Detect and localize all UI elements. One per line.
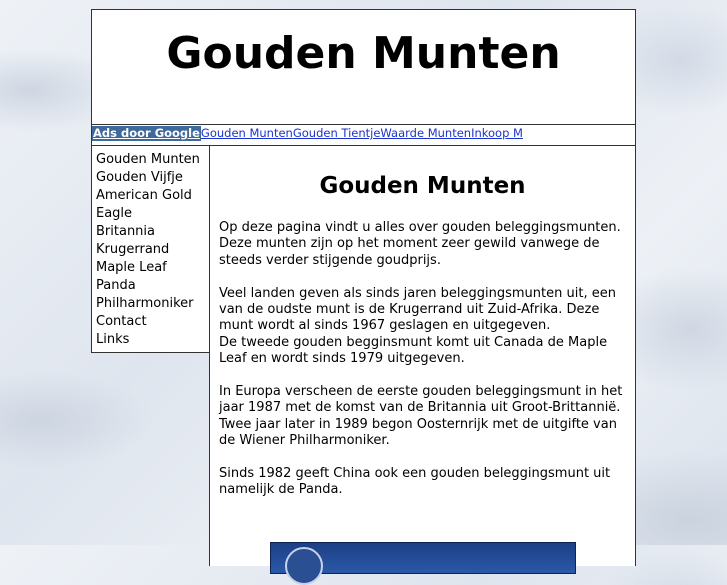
ad-link-gouden-tientje[interactable]: Gouden Tientje	[292, 126, 381, 140]
content-title: Gouden Munten	[319, 173, 526, 199]
sidebar-item-philharmoniker[interactable]: Philharmoniker	[96, 296, 194, 311]
site-title: Gouden Munten	[166, 28, 561, 79]
sidebar-menu	[92, 146, 209, 349]
ad-link-bar	[91, 124, 636, 146]
ad-link-waarde-munten[interactable]: Waarde Munten	[380, 126, 472, 140]
intro-paragraph: Op deze pagina vindt u alles over gouden beleggingsmunten. Deze munten zijn op het moment zeer gewild vanwege de steeds verder stijgende goudprijs.	[219, 220, 621, 268]
maple-leaf-paragraph: De tweede gouden begginsmunt komt uit Canada de Maple Leaf en wordt sinds 1979 uitgegeven.	[219, 334, 608, 367]
sidebar-nav	[91, 146, 210, 353]
coin-seal-icon	[285, 547, 323, 585]
krugerrand-paragraph: Veel landen geven als sinds jaren beleggingsmunten uit, een van de oudste munt is de Krugerrand uit Zuid-Afrika. Deze munt wordt al sinds 1967 geslagen en uitgegeven.	[219, 285, 616, 334]
sidebar-item-gouden-vijfje[interactable]: Gouden Vijfje	[96, 170, 183, 185]
ad-banner[interactable]	[270, 542, 576, 574]
main-content	[209, 146, 636, 566]
sidebar-item-britannia[interactable]: Britannia	[96, 224, 155, 239]
ads-by-google-label[interactable]: Ads door Google	[93, 126, 200, 140]
article-body	[219, 220, 631, 515]
china-paragraph: Sinds 1982 geeft China ook een gouden beleggingsmunt uit namelijk de Panda.	[219, 466, 611, 498]
sidebar-item-panda[interactable]: Panda	[96, 278, 136, 293]
sidebar-item-links[interactable]: Links	[96, 332, 130, 347]
sidebar-item-krugerrand[interactable]: Krugerrand	[96, 242, 170, 257]
europe-paragraph: In Europa verscheen de eerste gouden beleggingsmunt in het jaar 1987 met de komst van de Britannia uit Groot-Brittannië. Twee jaar later in 1989 begon Oosternrijk met de uitgifte van de Wiener Philharmoniker.	[219, 384, 623, 449]
site-header	[91, 9, 636, 124]
ad-link-gouden-munten[interactable]: Gouden Munten	[200, 126, 293, 140]
sidebar-item-gouden-munten[interactable]: Gouden Munten	[96, 152, 200, 167]
page-container	[91, 9, 636, 569]
sidebar-item-maple-leaf[interactable]: Maple Leaf	[96, 260, 167, 275]
sidebar-item-contact[interactable]: Contact	[96, 314, 147, 329]
ad-link-inkoop[interactable]: Inkoop M	[471, 126, 523, 140]
sidebar-item-american-gold-eagle[interactable]: American Gold Eagle	[96, 188, 192, 221]
